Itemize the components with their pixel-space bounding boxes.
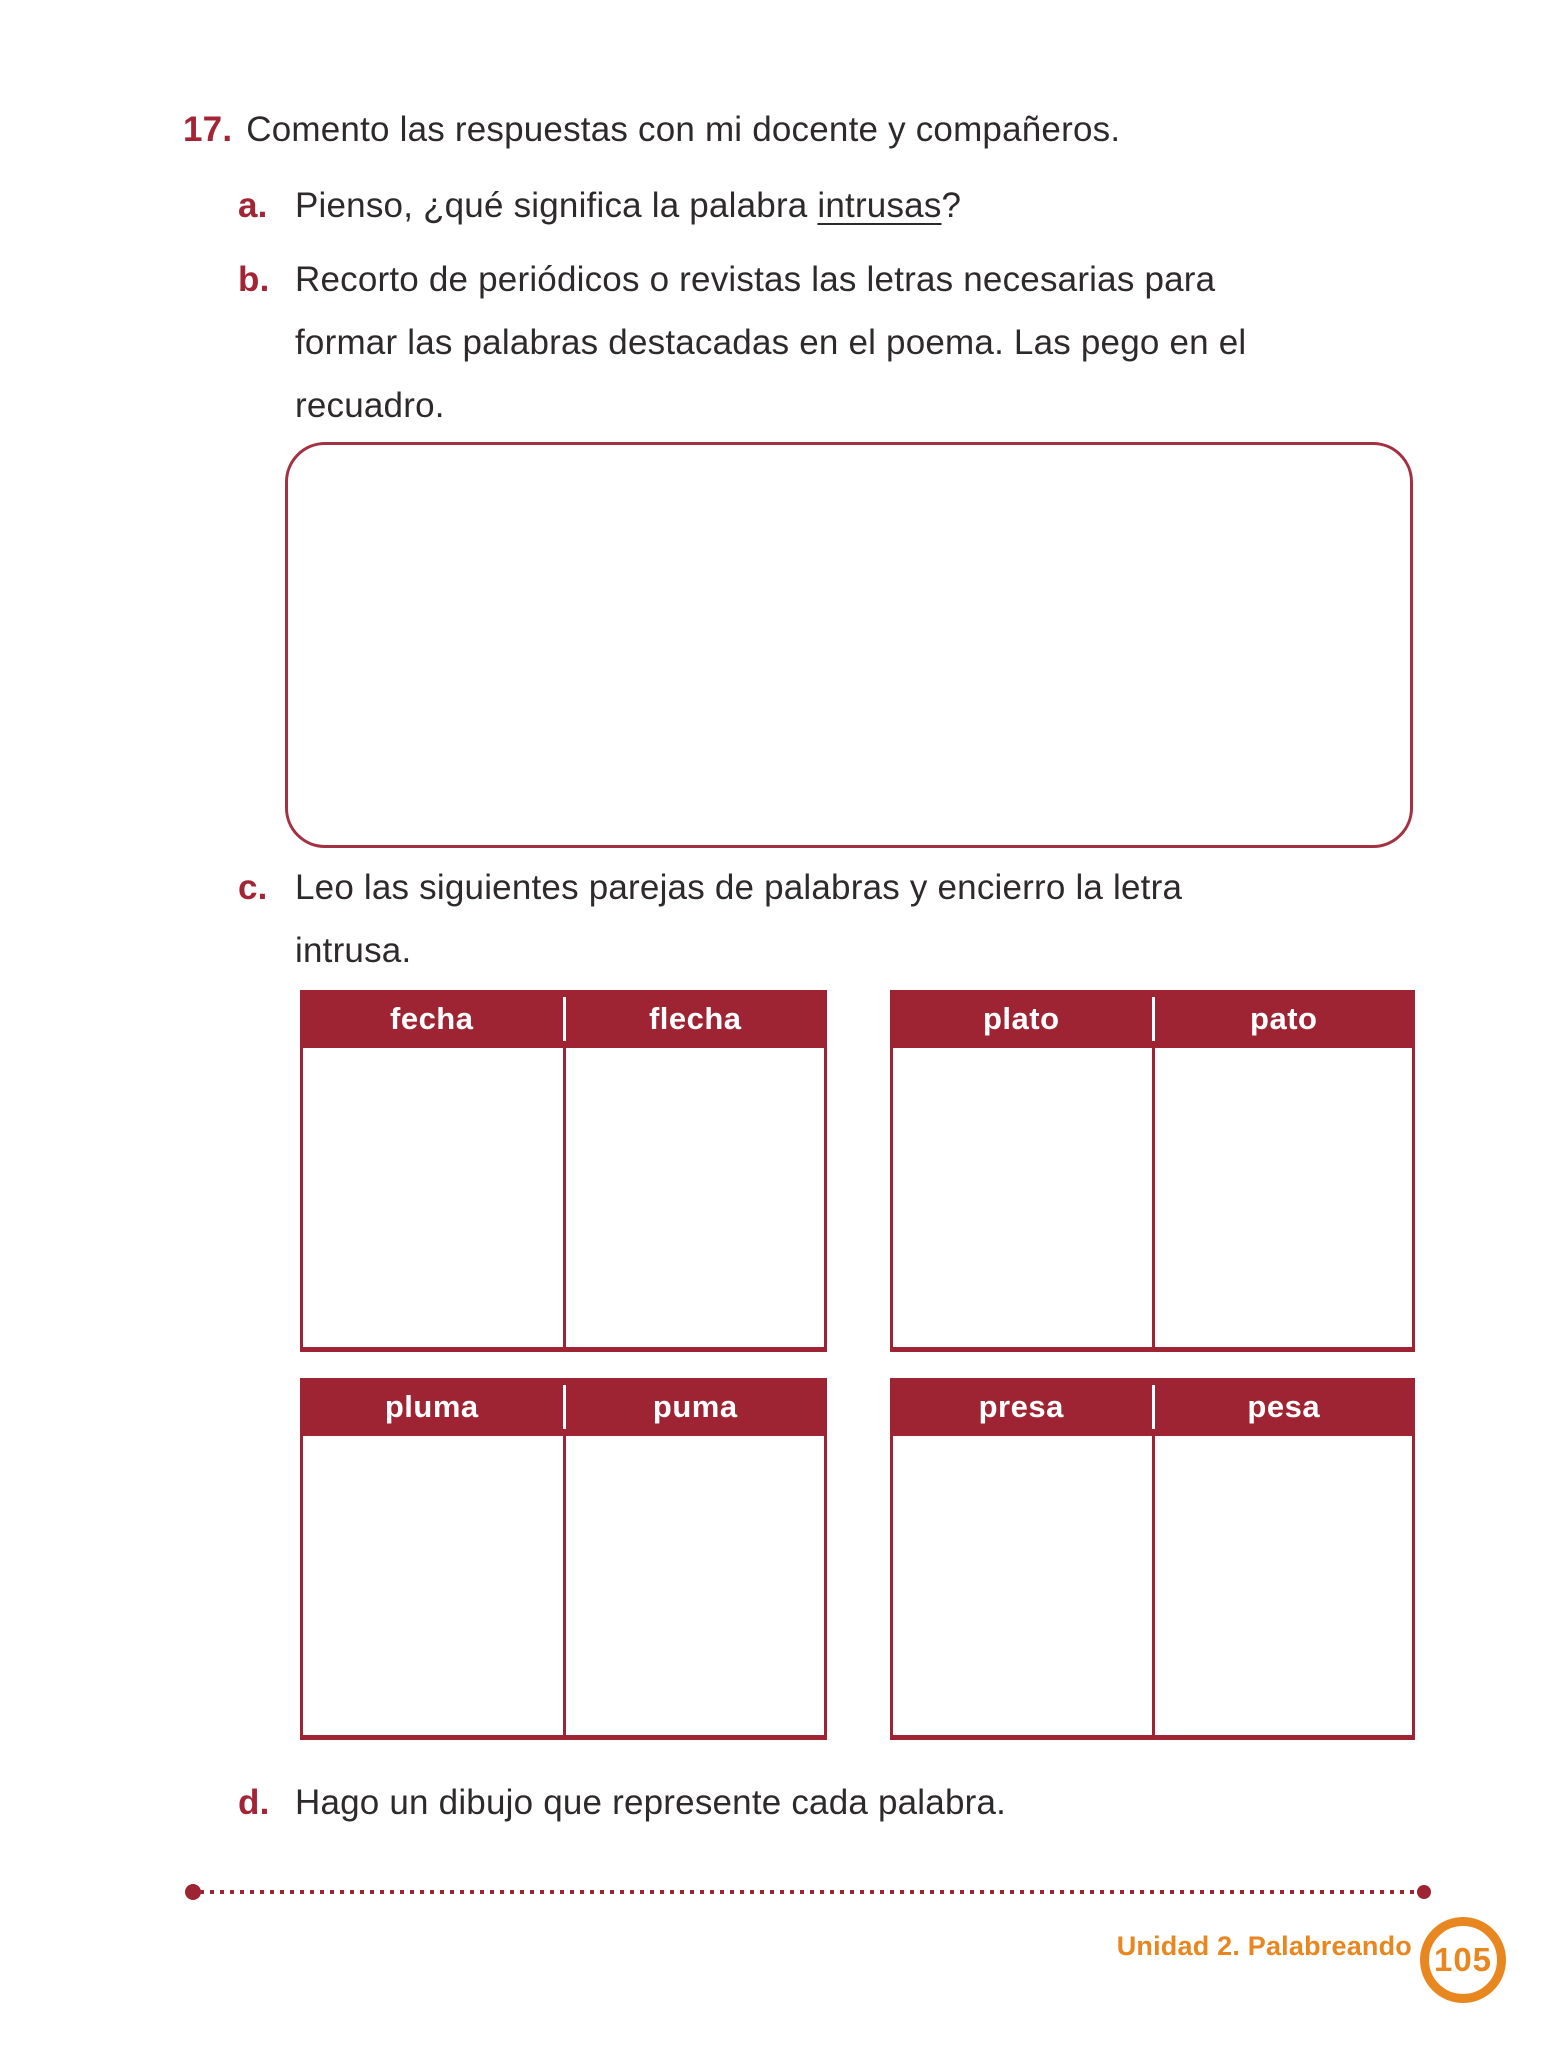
table-4-header [890, 1378, 1415, 1436]
table-1-header [300, 990, 827, 1048]
table-4-body [890, 1436, 1415, 1740]
exercise-prompt-row [183, 98, 1120, 161]
dotted-divider [200, 1890, 1422, 1894]
item-d-letter: d. [238, 1783, 270, 1822]
page-number: 105 [1433, 1941, 1493, 1978]
table-2-header [890, 990, 1415, 1048]
paste-box[interactable] [285, 442, 1413, 848]
word-pair-table-presa-pesa [890, 1378, 1415, 1740]
item-a-text [295, 174, 961, 237]
item-a-text-before: Pienso, ¿qué significa la palabra [295, 186, 818, 225]
item-c-line-1: Leo las siguientes parejas de palabras y encierro la letra [295, 868, 1183, 907]
answer-cell-right[interactable] [1153, 1436, 1413, 1735]
word-pair-table-plato-pato [890, 990, 1415, 1352]
exercise-item-a [238, 174, 961, 237]
exercise-number: 17. [183, 110, 233, 149]
item-b-line-1: Recorto de periódicos o revistas las letras necesarias para [295, 260, 1216, 299]
word-header-right: pesa [1247, 1389, 1321, 1424]
item-b-line-2: formar las palabras destacadas en el poema. Las pego en el [295, 323, 1247, 362]
word-header-left: pluma [384, 1389, 479, 1424]
item-c-line-2: intrusa. [295, 931, 412, 970]
item-c-letter: c. [238, 868, 268, 907]
underlined-word: intrusas [817, 186, 942, 225]
item-b-line-3: recuadro. [295, 386, 445, 425]
exercise-item-b [238, 248, 1246, 437]
answer-cell-left[interactable] [893, 1436, 1153, 1735]
word-header-left: fecha [390, 1001, 474, 1036]
unit-label: Unidad 2. Palabreando [1116, 1931, 1412, 1961]
exercise-item-d [238, 1771, 1006, 1834]
word-header-left: presa [978, 1389, 1064, 1424]
word-tables-grid [300, 990, 1415, 1740]
answer-cell-right[interactable] [564, 1048, 825, 1347]
word-pair-table-pluma-puma [300, 1378, 827, 1740]
word-header-right: pato [1250, 1001, 1318, 1036]
answer-cell-right[interactable] [564, 1436, 825, 1735]
word-header-right: flecha [648, 1001, 742, 1036]
word-header-left: plato [982, 1001, 1060, 1036]
page-number-badge [1420, 1917, 1506, 2003]
exercise-prompt: Comento las respuestas con mi docente y compañeros. [246, 110, 1121, 149]
item-d-line-1: Hago un dibujo que represente cada palabra. [295, 1783, 1007, 1822]
item-a-letter: a. [238, 186, 268, 225]
answer-cell-left[interactable] [303, 1048, 564, 1347]
table-1-body [300, 1048, 827, 1352]
table-3-header [300, 1378, 827, 1436]
word-pair-table-fecha-flecha [300, 990, 827, 1352]
item-b-letter: b. [238, 260, 270, 299]
table-3-body [300, 1436, 827, 1740]
word-header-right: puma [652, 1389, 738, 1424]
exercise-item-c [238, 856, 1182, 982]
answer-cell-left[interactable] [303, 1436, 564, 1735]
item-a-text-after: ? [941, 186, 962, 225]
table-2-body [890, 1048, 1415, 1352]
answer-cell-right[interactable] [1153, 1048, 1413, 1347]
answer-cell-left[interactable] [893, 1048, 1153, 1347]
